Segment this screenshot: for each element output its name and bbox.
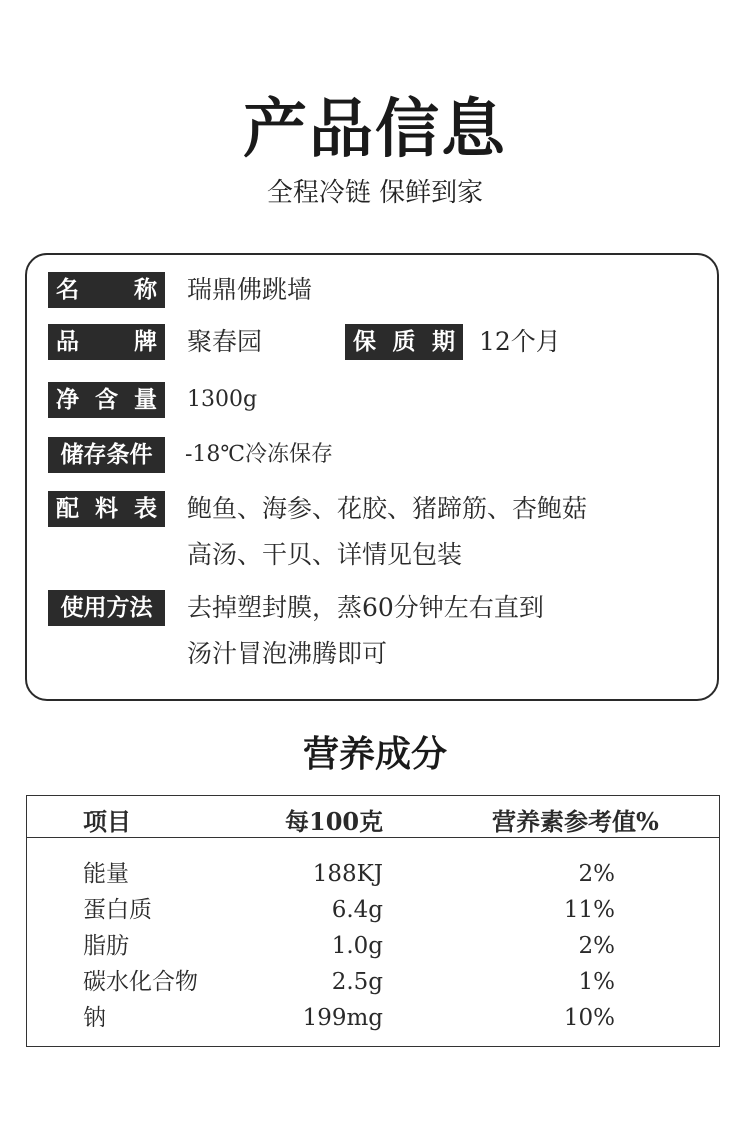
row-nrv: 10% xyxy=(563,1005,615,1031)
page-subtitle: 全程冷链 保鲜到家 xyxy=(266,178,484,208)
table-row xyxy=(27,892,719,928)
row-item: 蛋白质 xyxy=(83,897,152,923)
page-title: 产品信息 xyxy=(243,93,507,167)
row-item: 能量 xyxy=(83,861,129,887)
header-item: 项目 xyxy=(83,807,131,836)
shelf-label-char-1: 保 xyxy=(353,328,376,355)
nutrition-table-header xyxy=(27,796,719,838)
usage-label: 使用方法 xyxy=(48,590,165,626)
storage-value: -18℃冷冻保存 xyxy=(185,442,334,467)
name-label xyxy=(48,272,165,308)
shelf-life-label xyxy=(345,324,463,360)
name-value: 瑞鼎佛跳墙 xyxy=(187,275,313,304)
shelf-label-char-2: 质 xyxy=(392,328,416,355)
brand-value: 聚春园 xyxy=(187,327,263,356)
table-row xyxy=(27,964,719,1000)
row-per-100g: 199mg xyxy=(302,1005,383,1031)
row-item: 碳水化合物 xyxy=(83,969,198,995)
row-per-100g: 1.0g xyxy=(331,933,383,959)
row-per-100g: 2.5g xyxy=(331,969,383,995)
row-nrv: 2% xyxy=(578,861,615,887)
row-item: 脂肪 xyxy=(83,933,129,959)
brand-label-char-2: 牌 xyxy=(134,328,157,355)
name-label-char-2: 称 xyxy=(134,276,157,303)
product-info-panel xyxy=(25,253,719,701)
net-label-char-2: 含 xyxy=(95,386,118,413)
header-nrv: 营养素参考值% xyxy=(492,807,659,836)
name-label-char-1: 名 xyxy=(56,276,79,303)
ingredients-label xyxy=(48,491,165,527)
table-row xyxy=(27,1000,719,1036)
row-nrv: 2% xyxy=(578,933,615,959)
table-row xyxy=(27,856,719,892)
row-item: 钠 xyxy=(83,1005,106,1031)
nutrition-title: 营养成分 xyxy=(302,734,447,775)
row-per-100g: 6.4g xyxy=(331,897,383,923)
ingredients-label-char-3: 表 xyxy=(134,495,157,522)
net-content-value: 1300g xyxy=(187,387,258,412)
ingredients-line-2: 高汤、干贝、详情见包装 xyxy=(187,540,463,569)
ingredients-label-char-1: 配 xyxy=(56,495,79,522)
shelf-label-char-3: 期 xyxy=(432,328,455,355)
net-label-char-3: 量 xyxy=(134,386,157,413)
ingredients-line-1: 鲍鱼、海参、花胶、猪蹄筋、杏鲍菇 xyxy=(187,494,588,523)
net-content-label xyxy=(48,382,165,418)
table-row xyxy=(27,928,719,964)
row-nrv: 1% xyxy=(578,969,615,995)
header-per-100g: 每100克 xyxy=(285,807,384,836)
nutrition-table xyxy=(26,795,720,1047)
storage-label: 储存条件 xyxy=(48,437,165,473)
row-nrv: 11% xyxy=(563,897,615,923)
usage-line-2: 汤汁冒泡沸腾即可 xyxy=(187,639,388,668)
brand-label-char-1: 品 xyxy=(56,328,79,355)
brand-label xyxy=(48,324,165,360)
usage-line-1: 去掉塑封膜，蒸60分钟左右直到 xyxy=(187,593,544,622)
shelf-life-value: 12个月 xyxy=(479,327,561,356)
net-label-char-1: 净 xyxy=(56,386,79,413)
row-per-100g: 188KJ xyxy=(312,861,383,887)
ingredients-label-char-2: 料 xyxy=(95,495,118,522)
